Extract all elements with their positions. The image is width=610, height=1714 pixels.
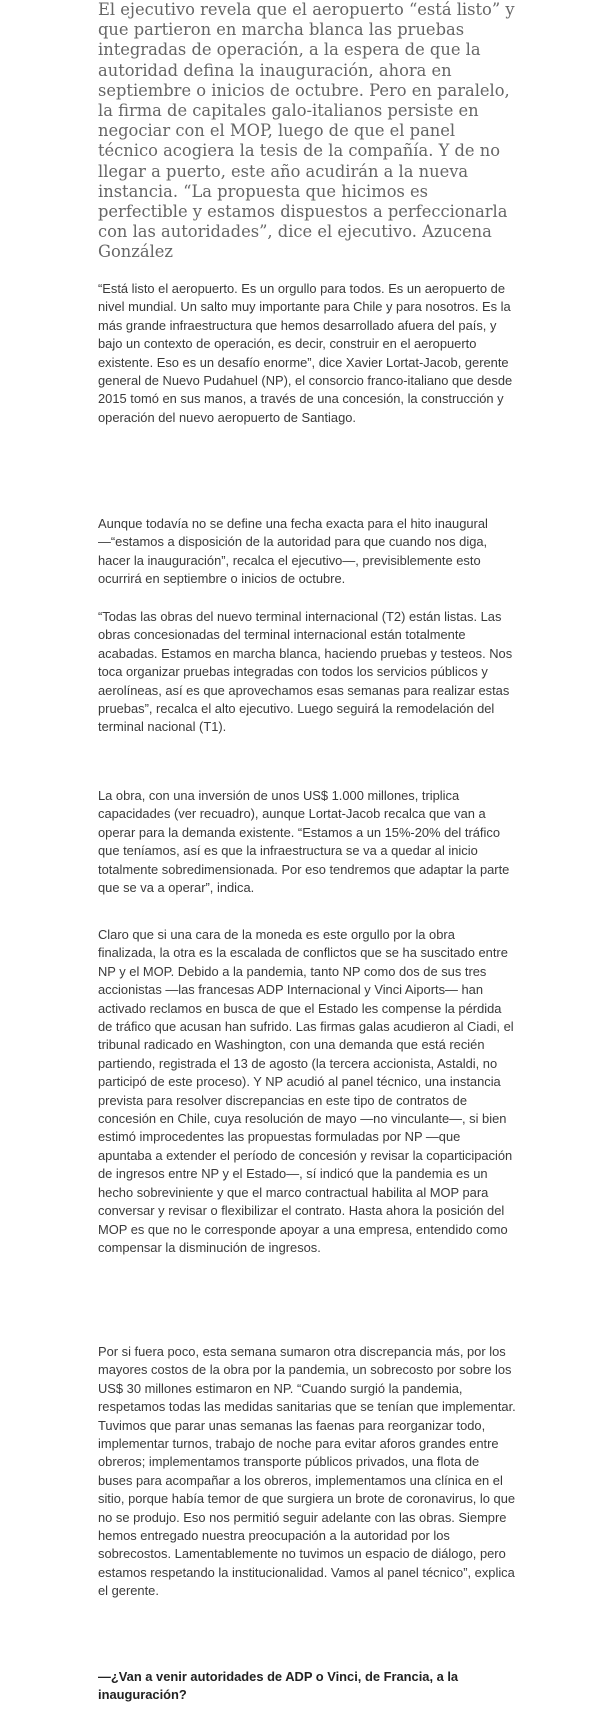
- interview-question: —¿Van a venir autoridades de ADP o Vinci, de Francia, a la inauguración?: [98, 1669, 459, 1703]
- article-paragraph: Por si fuera poco, esta semana sumaron otra discrepancia más, por los mayores costos de la obra por la pandemia, un sobrecosto por sobre los US$ 30 millones estimaron en NP. “Cuando surgió la pandemia, respetamos todas las medidas sanitarias que se tenían que implementar. Tuvimos que parar unas semanas las faenas para reorganizar todo, implementar turnos, trabajo de noche para evitar aforos grandes entre obreros; implementamos transporte públicos privados, una flota de buses para acompañar a los obreros, implementamos una clínica en el sitio, porque había temor de que surgiera un brote de coronavirus, lo que no se produjo. Eso nos permitió seguir adelante con las obras. Siempre hemos entregado nuestra preocupación a la autoridad por los sobrecostos. Lamentablemente no tuvimos un espacio de diálogo, pero estamos respetando la institucionalidad. Vamos al panel técnico”, explica el gerente.: [98, 1344, 516, 1599]
- article-paragraph: La obra, con una inversión de unos US$ 1.000 millones, triplica capacidades (ver recuadro), aunque Lortat-Jacob recalca que van a operar para la demanda existente. “Estamos a un 15%-20% del tráfico que teníamos, así es que la infraestructura se va a quedar al inicio totalmente sobredimensionada. Por eso tendremos que adaptar la parte que se va a operar”, indica.: [98, 788, 510, 896]
- article-paragraph: “Todas las obras del nuevo terminal internacional (T2) están listas. Las obras concesionadas del terminal internacional están totalmente acabadas. Estamos en marcha blanca, haciendo pruebas y testeos. Nos toca organizar pruebas integradas con todos los servicios públicos y aerolíneas, así es que aprovechamos esas semanas para realizar estas pruebas”, recalca el alto ejecutivo. Luego seguirá la remodelación del terminal nacional (T1).: [98, 609, 513, 735]
- article-lead: El ejecutivo revela que el aeropuerto “está listo” y que partieron en marcha blanca las pruebas integradas de operación, a la espera de que la autoridad defina la inauguración, ahora en septiembre o inicios de octubre. Pero en paralelo, la firma de capitales galo-italianos persiste en negociar con el MOP, luego de que el panel técnico acogiera la tesis de la compañía. Y de no llegar a puerto, este año acudirán a la nueva instancia. “La propuesta que hicimos es perfectible y estamos dispuestos a perfeccionarla con las autoridades”, dice el ejecutivo. Azucena González: [98, 0, 515, 262]
- article-paragraph: “Está listo el aeropuerto. Es un orgullo para todos. Es un aeropuerto de nivel mundial. Un salto muy importante para Chile y para nosotros. Es la más grande infraestructura que hemos desarrollado afuera del país, y bajo un contexto de operación, es decir, construir en el aeropuerto existente. Eso es un desafío enorme”, dice Xavier Lortat-Jacob, gerente general de Nuevo Pudahuel (NP), el consorcio franco-italiano que desde 2015 tomó en sus manos, a través de una concesión, la construcción y operación del nuevo aeropuerto de Santiago.: [98, 281, 513, 425]
- article-paragraph: Aunque todavía no se define una fecha exacta para el hito inaugural —“estamos a disposición de la autoridad para que cuando nos diga, hacer la inauguración”, recalca el ejecutivo—, previsiblemente esto ocurrirá en septiembre o inicios de octubre.: [98, 516, 488, 587]
- article-paragraph: Claro que si una cara de la moneda es este orgullo por la obra finalizada, la otra es la escalada de conflictos que se ha suscitado entre NP y el MOP. Debido a la pandemia, tanto NP como dos de sus tres accionistas —las francesas ADP Internacional y Vinci Aiports— han activado reclamos en busca de que el Estado les compense la pérdida de tráfico que acusan han sufrido. Las firmas galas acudieron al Ciadi, el tribunal radicado en Washington, con una demanda que está recién partiendo, registrada el 13 de agosto (la tercera accionista, Astaldi, no participó de este proceso). Y NP acudió al panel técnico, una instancia prevista para resolver discrepancias en este tipo de contratos de concesión en Chile, cuya resolución de mayo —no vinculante—, si bien estimó improcedentes las propuestas formuladas por NP —que apuntaba a extender el período de concesión y revisar la coparticipación de ingresos entre NP y el Estado—, sí indicó que la pandemia es un hecho sobreviniente y que el marco contractual habilita al MOP para conversar y revisar o flexibilizar el contrato. Hasta ahora la posición del MOP es que no le corresponde apoyar a una empresa, entendido como compensar la disminución de ingresos.: [98, 927, 514, 1255]
